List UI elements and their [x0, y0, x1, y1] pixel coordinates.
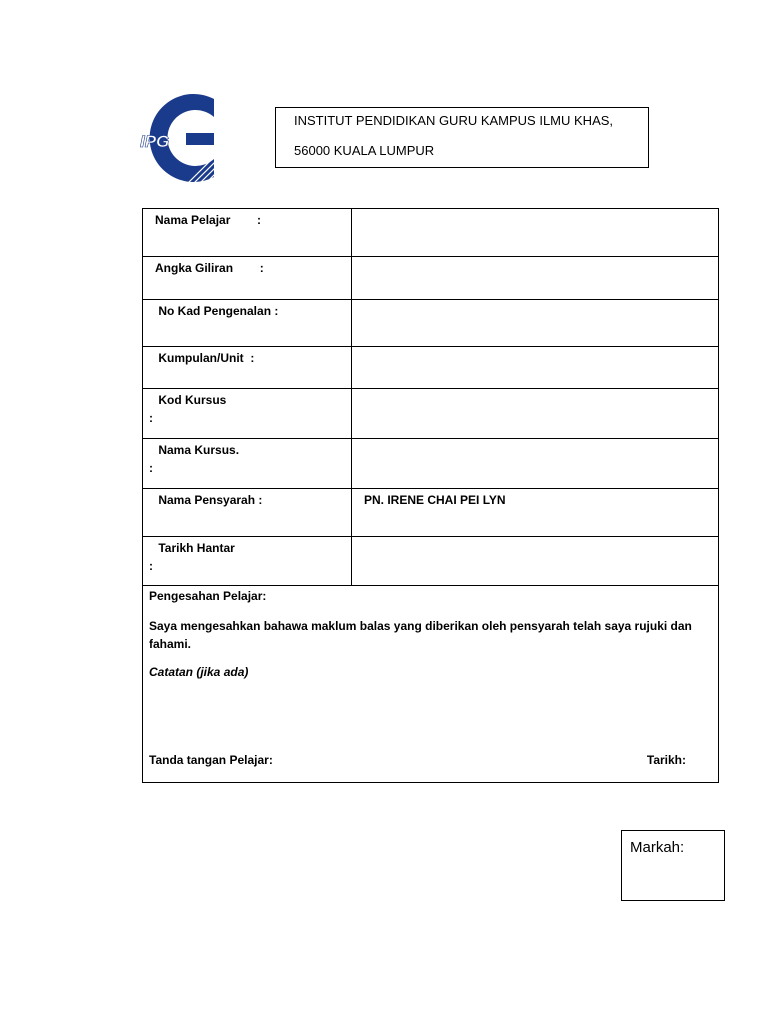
logo-bar [186, 133, 214, 145]
table-row [143, 209, 719, 257]
label-cell [143, 347, 352, 389]
institution-name: INSTITUT PENDIDIKAN GURU KAMPUS ILMU KHAS, [294, 113, 614, 128]
field-label: No Kad Pengenalan : [155, 304, 279, 318]
kad-pengenalan-field[interactable] [352, 300, 719, 347]
label-cell [143, 389, 352, 439]
label-cell [143, 439, 352, 489]
institution-header [275, 107, 649, 168]
label-cell [143, 209, 352, 257]
label-cell [143, 300, 352, 347]
confirmation-heading: Pengesahan Pelajar: [149, 589, 267, 603]
markah-label: Markah: [630, 839, 685, 856]
signature-label[interactable]: Tanda tangan Pelajar: [149, 753, 273, 767]
field-label: Tarikh Hantar [155, 541, 235, 555]
field-colon: : [149, 559, 153, 573]
table-row [143, 586, 719, 783]
table-row [143, 489, 719, 537]
nama-pensyarah-field[interactable] [352, 489, 719, 537]
label-cell [143, 489, 352, 537]
field-colon: : [149, 411, 153, 425]
label-cell [143, 257, 352, 300]
student-info-table [142, 208, 719, 783]
markah-box[interactable] [621, 830, 725, 901]
label-cell [143, 537, 352, 586]
field-label: Nama Pensyarah : [155, 493, 263, 507]
field-label: Nama Kursus. [155, 443, 240, 457]
date-label[interactable]: Tarikh: [646, 753, 686, 767]
table-row [143, 257, 719, 300]
institution-address: 56000 KUALA LUMPUR [294, 143, 435, 158]
kumpulan-unit-field[interactable] [352, 347, 719, 389]
table-row [143, 389, 719, 439]
tarikh-hantar-field[interactable] [352, 537, 719, 586]
nama-pelajar-field[interactable] [352, 209, 719, 257]
logo-text: IPG [140, 132, 170, 151]
angka-giliran-field[interactable] [352, 257, 719, 300]
field-colon: : [149, 461, 153, 475]
confirmation-section [143, 586, 719, 783]
pensyarah-name: PN. IRENE CHAI PEI LYN [364, 493, 506, 507]
field-label: Angka Giliran : [155, 261, 264, 275]
table-row [143, 347, 719, 389]
table-row [143, 300, 719, 347]
field-label: Nama Pelajar : [155, 213, 262, 227]
nama-kursus-field[interactable] [352, 439, 719, 489]
catatan-label: Catatan (jika ada) [149, 665, 249, 679]
ipg-logo-icon [138, 93, 216, 183]
table-row [143, 439, 719, 489]
kod-kursus-field[interactable] [352, 389, 719, 439]
field-label: Kumpulan/Unit : [155, 351, 255, 365]
field-label: Kod Kursus [155, 393, 227, 407]
table-row [143, 537, 719, 586]
confirmation-statement: Saya mengesahkan bahawa maklum balas yang diberikan oleh pensyarah telah saya rujuki dan fahami. [149, 619, 692, 651]
